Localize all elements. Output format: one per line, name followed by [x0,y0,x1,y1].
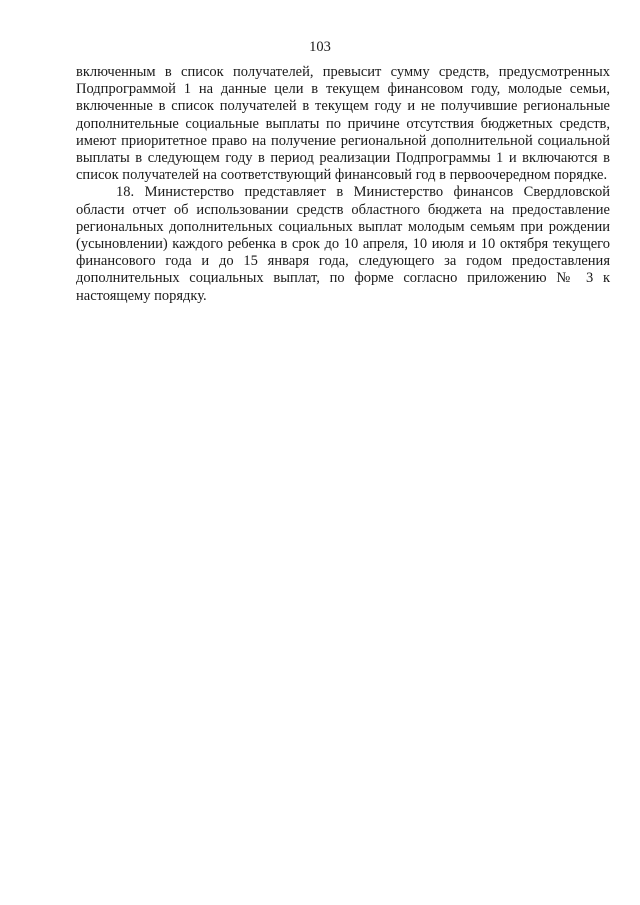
paragraph-item-18: 18. Министерство представляет в Министерство финансов Свердловской области отчет об использовании средств областного бюджета на предоставление региональных дополнительных социальных выплат молодым семьям при рождении (усыновлении) каждого ребенка в срок до 10 апреля, 10 июля и 10 октября текущего финансового года и до 15 января года, следующего за годом предоставления дополнительных социальных выплат, по форме согласно приложению № 3 к настоящему порядку. [76,184,610,304]
page-number: 103 [309,39,331,55]
document-body [76,64,610,305]
paragraph-continuation: включенным в список получателей, превысит сумму средств, предусмотренных Подпрограммой 1 на данные цели в текущем финансовом году, молодые семьи, включенные в список получателей в текущем году и не получившие региональные дополнительные социальные выплаты по причине отсутствия бюджетных средств, имеют приоритетное право на получение региональной дополнительной социальной выплаты в следующем году в период реализации Подпрограммы 1 и включаются в список получателей на соответствующий финансовый год в первоочередном порядке. [76,64,610,184]
